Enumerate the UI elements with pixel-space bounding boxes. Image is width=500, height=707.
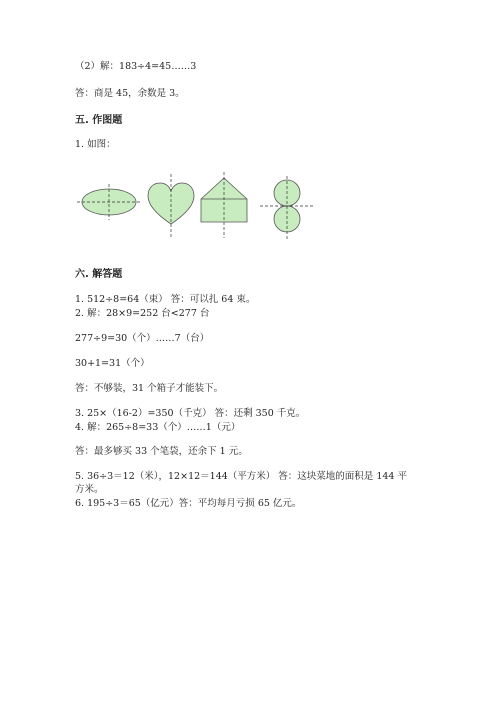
answer-6-1: 1. 512÷8=64（束） 答：可以扎 64 束。 bbox=[75, 294, 256, 305]
answer-6-4-conclusion: 答：最多够买 33 个笔袋，还余下 1 元。 bbox=[75, 446, 248, 457]
answer-5-1: 1. 如图： bbox=[75, 139, 116, 150]
answer-6-2-step2: 30+1=31（个） bbox=[75, 358, 150, 369]
answer-6-5-wrap: 方米。 bbox=[75, 484, 104, 495]
answer-6-4: 4. 解：265÷8=33（个）……1（元） bbox=[75, 422, 241, 433]
house-figure bbox=[201, 172, 247, 238]
answer-4-2: （2）解：183÷4=45……3 bbox=[75, 61, 197, 72]
heart-figure bbox=[148, 174, 194, 238]
answer-6-2-conclusion: 答：不够装，31 个箱子才能装下。 bbox=[75, 383, 224, 394]
answer-6-6: 6. 195÷3＝65（亿元）答：平均每月亏损 65 亿元。 bbox=[75, 498, 302, 509]
answer-4-2-conclusion: 答：商是 45，余数是 3。 bbox=[75, 88, 185, 99]
answer-6-3: 3. 25×（16-2）=350（千克） 答：还剩 350 千克。 bbox=[75, 408, 306, 419]
answer-6-5: 5. 36÷3＝12（米），12×12＝144（平方米） 答：这块菜地的面积是 144 平 bbox=[75, 471, 407, 482]
ellipse-figure bbox=[77, 184, 141, 220]
symmetry-figures bbox=[75, 172, 325, 247]
answer-6-2: 2. 解：28×9=252 台<277 台 bbox=[75, 308, 210, 319]
section-6-heading: 六. 解答题 bbox=[75, 269, 123, 280]
answer-6-2-step: 277÷9=30（个）……7（台） bbox=[75, 333, 210, 344]
figure-eight-figure bbox=[260, 176, 315, 240]
section-5-heading: 五. 作图题 bbox=[75, 115, 123, 126]
